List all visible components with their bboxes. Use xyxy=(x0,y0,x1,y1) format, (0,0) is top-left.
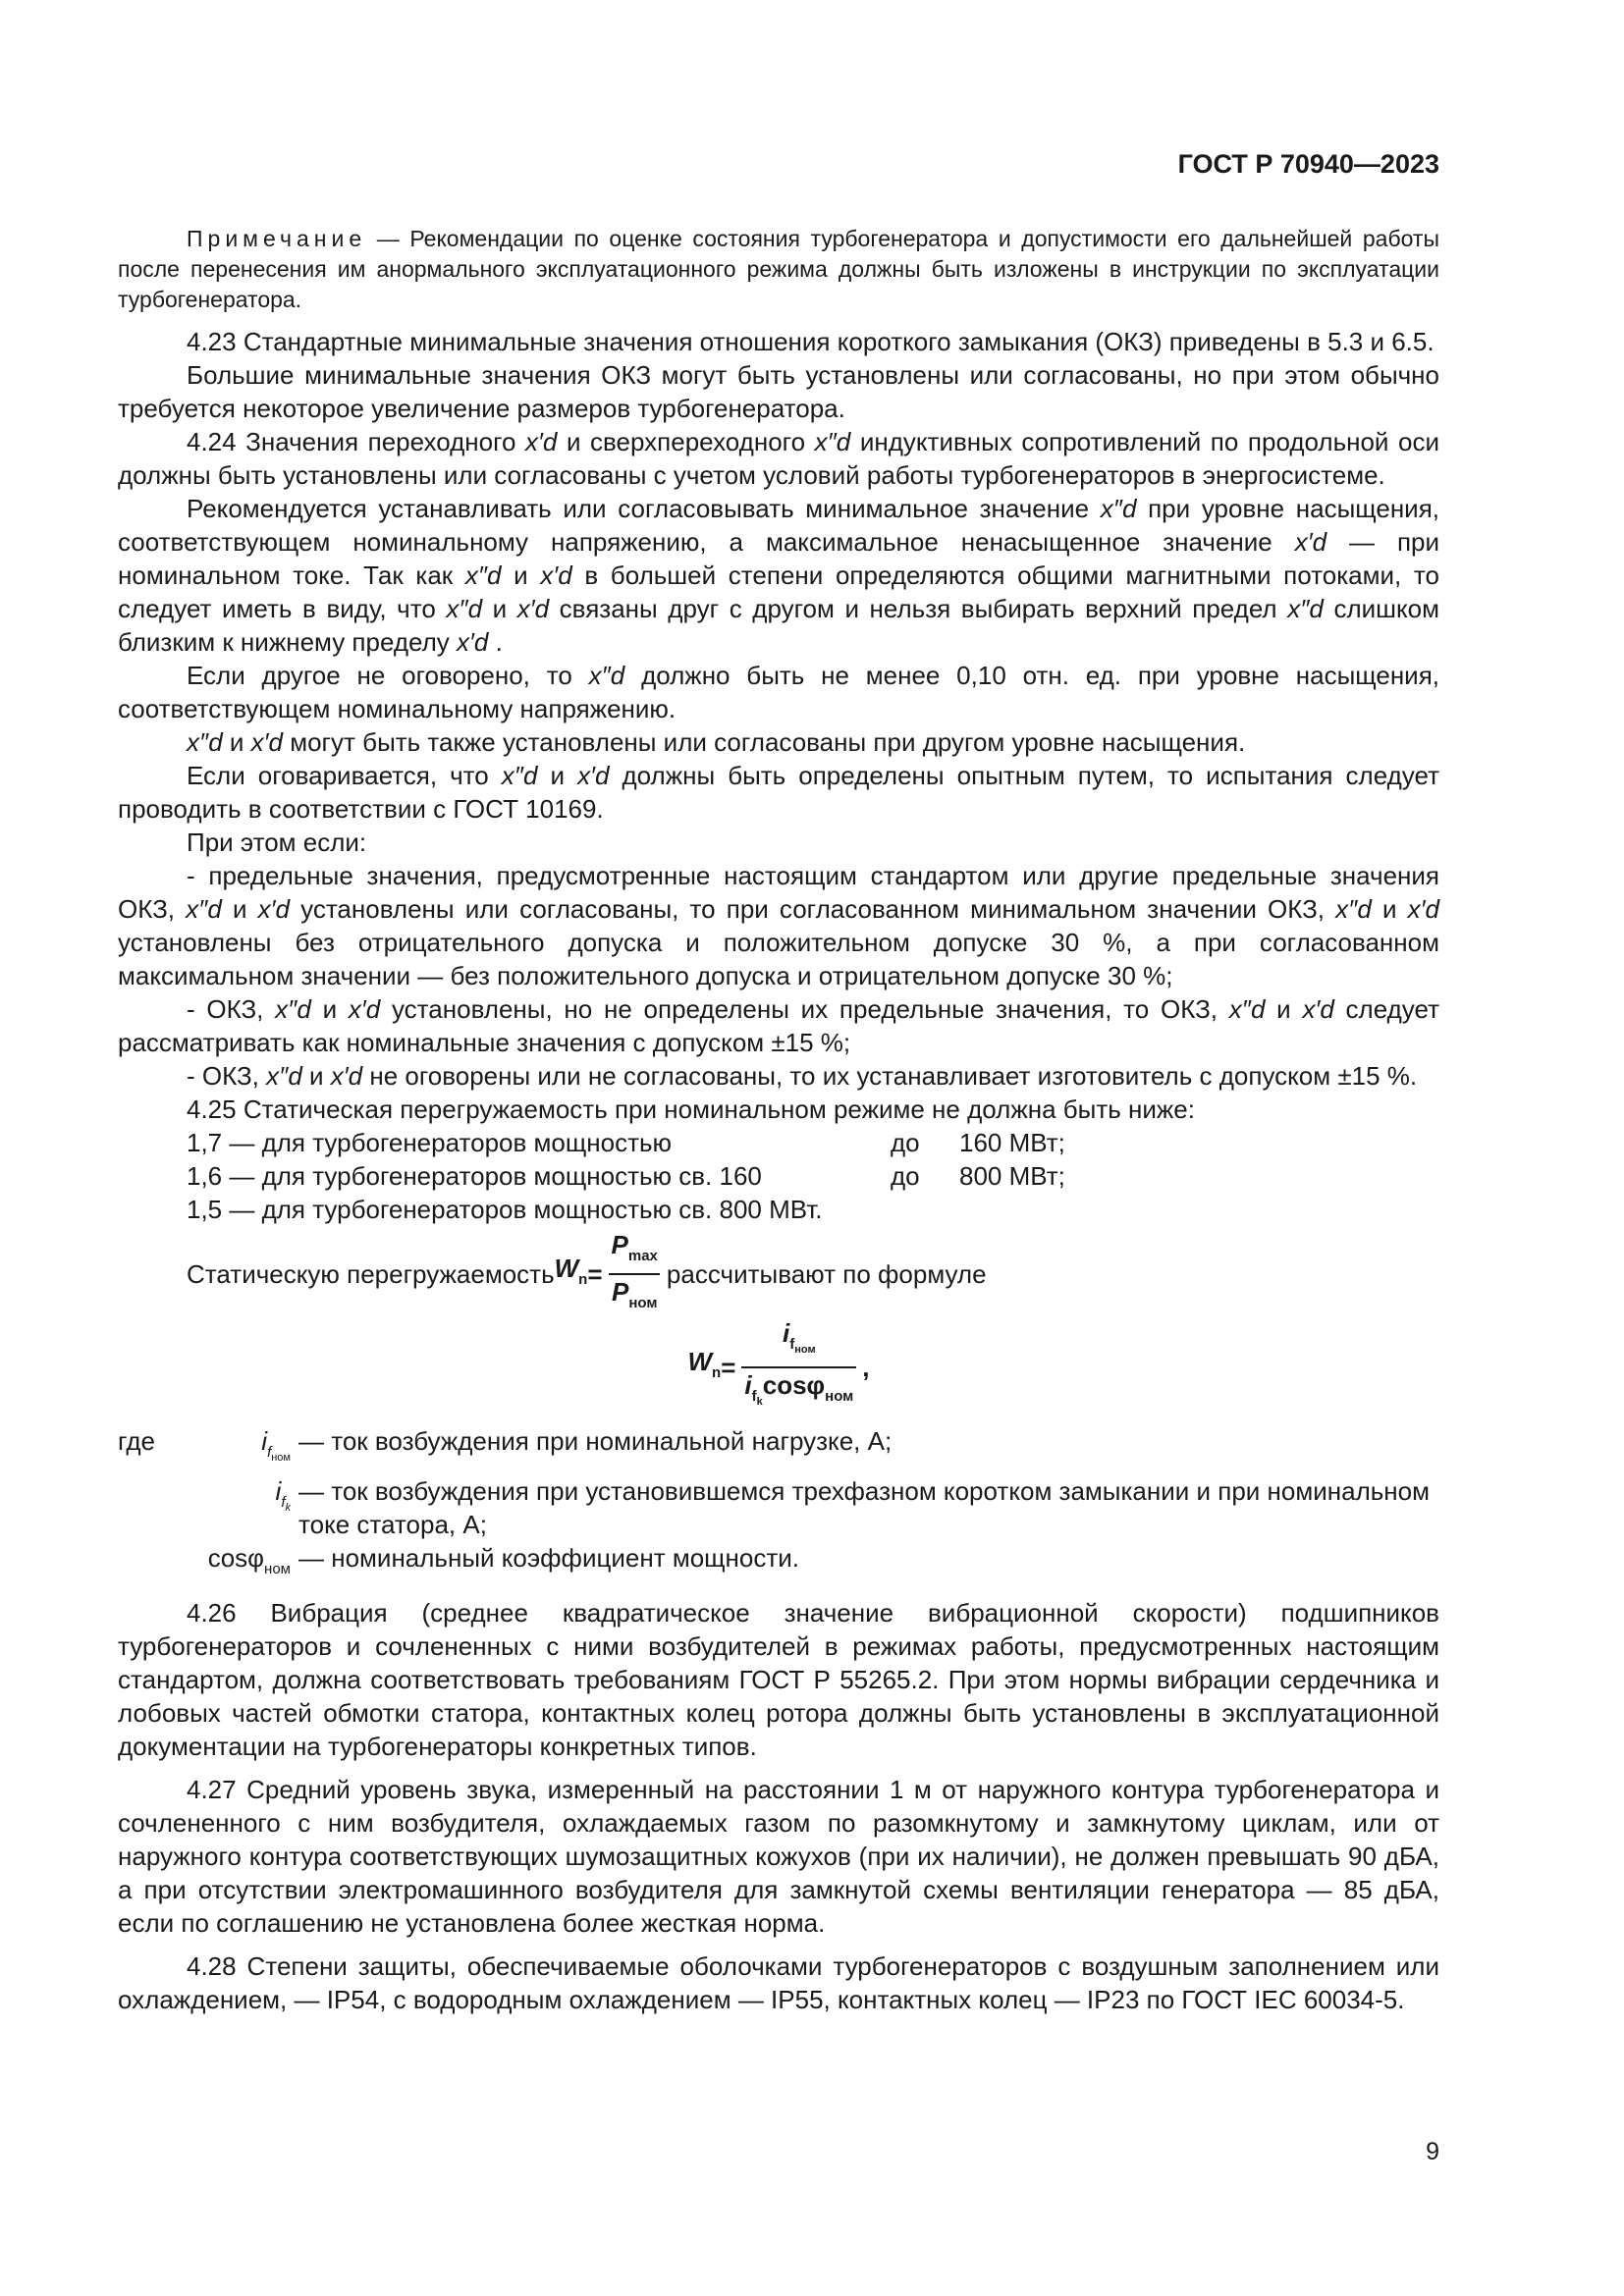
note-label: Примечание xyxy=(187,226,367,251)
legend-where: где xyxy=(118,1426,155,1456)
fraction xyxy=(609,1230,661,1318)
symbol-xd-subtransient: x″d xyxy=(266,1061,302,1091)
symbol-xd-subtransient: x″d xyxy=(1335,894,1372,924)
symbol-xd-transient: x′d xyxy=(540,561,572,590)
legend-row xyxy=(118,1424,1439,1474)
text-run: Если другое не оговорено, то xyxy=(187,661,589,690)
symbol-xd-transient: x′d xyxy=(577,761,610,790)
paragraph-4-27: 4.27 Средний уровень звука, измеренный на расстоянии 1 м от наружного контура турбогенератора и сочлененного с ним возбудителя, охлаждаемых газом по разомкнутому и замкнутому циклам, или от наружного контура соответствующих шумозащитных кожухов (при их наличии), не должен превышать 90 дБА, а при отсутствии электромашинного возбудителя для замкнутой схемы вентиляции генератора — 85 дБА, если по соглашению не установлена более жесткая норма. xyxy=(118,1775,1439,1938)
note-text: — Рекомендации по оценке состояния турбогенератора и допустимости его дальнейшей работы после перенесения им анормального эксплуатационного режима должны быть изложены в инструкции по эксплуатации турбогенератора. xyxy=(118,226,1439,312)
paragraph-4-24-e xyxy=(118,759,1439,826)
formula-overload-definition xyxy=(118,1230,1439,1314)
text-run: Если оговаривается, что xyxy=(187,761,502,790)
page-number: 9 xyxy=(1426,2138,1439,2165)
formula-legend xyxy=(118,1424,1439,1586)
symbol-xd-subtransient: x″d xyxy=(275,994,311,1024)
overload-row xyxy=(118,1126,1439,1159)
overload-desc: 1,7 — для турбогенераторов мощностью xyxy=(187,1128,673,1157)
paragraph-4-25: 4.25 Статическая перегружаемость при номинальном режиме не должна быть ниже: xyxy=(187,1095,1195,1124)
text-run: индуктивных сопротивлений по продольной оси должны быть установлены или согласованы с учетом условий работы турбогенераторов в энергосистеме. xyxy=(118,427,1439,490)
overload-desc: 1,5 — для турбогенераторов мощностью св. 800 МВт. xyxy=(187,1195,823,1224)
subscript-n: n xyxy=(578,1271,588,1288)
text-run: установлены или согласованы, то при согласованном минимальном значении ОКЗ, xyxy=(289,894,1336,924)
subscript-f: f xyxy=(267,1444,272,1461)
text-run: не оговорены или не согласованы, то их устанавливает изготовитель с допуском ±15 %. xyxy=(362,1061,1418,1091)
formula-intro-text: Статическую перегружаемость xyxy=(187,1259,555,1289)
paragraph-4-24-g xyxy=(118,859,1439,992)
fraction-denominator xyxy=(609,1273,660,1318)
subscript-nom: ном xyxy=(271,1452,291,1464)
subscript-f: f xyxy=(789,1336,795,1353)
overload-power: 160 МВт; xyxy=(959,1128,1065,1157)
paragraph-4-24-i xyxy=(118,1059,1439,1093)
subscript-group xyxy=(267,1444,291,1464)
overload-upto: до xyxy=(891,1161,920,1191)
subscript-f: f xyxy=(281,1494,286,1511)
symbol-xd-subtransient: x″d xyxy=(588,661,625,690)
symbol-w: W xyxy=(554,1254,579,1283)
legend-row xyxy=(118,1541,1439,1586)
standard-header: ГОСТ Р 70940—2023 xyxy=(1177,149,1439,179)
text-run: и xyxy=(482,594,517,623)
overload-upto: до xyxy=(891,1128,920,1157)
paragraph-4-23-b: Большие минимальные значения ОКЗ могут быть установлены или согласованы, но при этом обычно требуется некоторое увеличение размеров турбогенератора. xyxy=(118,360,1439,423)
paragraph-4-24-f: При этом если: xyxy=(187,828,367,857)
symbol-xd-transient: x′d xyxy=(1302,994,1334,1024)
symbol-xd-transient: x′d xyxy=(457,627,489,657)
symbol-w: W xyxy=(687,1347,713,1376)
text-run: могут быть также установлены или согласованы при другом уровне насыщения. xyxy=(283,727,1246,757)
symbol-xd-subtransient: x″d xyxy=(1100,494,1137,523)
text-run: и xyxy=(221,894,258,924)
overload-row xyxy=(118,1193,1439,1226)
symbol-xd-transient: x′d xyxy=(1407,894,1439,924)
legend-description: — номинальный коэффициент мощности. xyxy=(298,1543,800,1573)
text-run: и xyxy=(301,1061,331,1091)
symbol-xd-transient: x′d xyxy=(250,727,283,757)
subscript-nom: ном xyxy=(825,1388,854,1405)
equals-sign: = xyxy=(721,1353,736,1382)
text-run: связаны друг с другом и нельзя выбирать верхний предел xyxy=(549,594,1288,623)
subscript-group xyxy=(281,1494,291,1514)
subscript-nom: ном xyxy=(628,1295,658,1311)
paragraph-4-23: 4.23 Стандартные минимальные значения отношения короткого замыкания (ОКЗ) приведены в 5.3 и 6.5. xyxy=(187,327,1435,356)
text-run: в большей степени определяются общими магнитными потоками, то следует иметь в виду, что xyxy=(118,561,1439,623)
text-run: и xyxy=(537,761,578,790)
text-run: следует рассматривать как номинальные значения с допуском ±15 %; xyxy=(118,994,1440,1057)
text-run: - ОКЗ, xyxy=(187,1061,267,1091)
text-run: — при номинальном токе. Так как xyxy=(118,527,1440,590)
cos-phi: cosφ xyxy=(762,1370,826,1400)
paragraph-4-24-h xyxy=(118,992,1439,1059)
symbol-p: P xyxy=(611,1230,628,1259)
symbol-xd-subtransient: x″d xyxy=(501,761,538,790)
subscript-n: n xyxy=(712,1364,722,1381)
symbol-xd-transient: x′d xyxy=(348,994,381,1024)
symbol-xd-subtransient: x″d xyxy=(186,894,222,924)
fraction-numerator xyxy=(780,1318,819,1366)
text-run: должны быть определены опытным путем, то испытания следует проводить в соответствии с ГОСТ 10169. xyxy=(118,761,1439,824)
text-run: - предельные значения, предусмотренные настоящим стандартом или другие предельные значения ОКЗ, xyxy=(118,861,1439,924)
symbol-xd-transient: x′d xyxy=(525,427,558,456)
equals-sign: = xyxy=(587,1259,603,1289)
subscript-f: f xyxy=(751,1388,757,1405)
text-run: и xyxy=(1371,894,1408,924)
subscript-group xyxy=(789,1336,816,1356)
text-run: и xyxy=(501,561,541,590)
note-paragraph xyxy=(118,224,1439,315)
symbol-xd-transient: x′d xyxy=(257,894,290,924)
symbol-i: i xyxy=(783,1318,790,1348)
symbol-i: i xyxy=(275,1476,282,1506)
paragraph-4-24-d xyxy=(118,725,1439,759)
symbol-xd-subtransient: x″d xyxy=(446,594,483,623)
symbol-xd-subtransient: x″d xyxy=(464,561,502,590)
subscript-max: max xyxy=(627,1248,658,1264)
symbol-p: P xyxy=(611,1277,629,1307)
formula-lhs xyxy=(687,1345,721,1390)
text-run: слишком близким к нижнему пределу xyxy=(118,594,1439,657)
body-text xyxy=(118,224,1439,2016)
symbol-xd-subtransient: x″d xyxy=(1287,594,1324,623)
paragraph-4-24 xyxy=(118,425,1439,492)
text-run: Рекомендуется устанавливать или согласовывать минимальное значение xyxy=(187,494,1101,523)
text-run: - ОКЗ, xyxy=(187,994,276,1024)
subscript-group xyxy=(751,1388,763,1408)
legend-row xyxy=(118,1474,1439,1541)
overload-upto xyxy=(891,1193,959,1226)
formula-overload-calculation xyxy=(118,1318,1439,1413)
legend-description: — ток возбуждения при установившемся трехфазном коротком замыкании и при номинальном токе статора, А; xyxy=(298,1476,1430,1539)
legend-symbol xyxy=(118,1541,298,1586)
text-run: 4.24 Значения переходного xyxy=(187,427,526,456)
overload-power: 800 МВт; xyxy=(959,1161,1065,1191)
text-run: должно быть не менее 0,10 отн. ед. при уровне насыщения, соответствующем номинальному напряжению. xyxy=(118,661,1440,723)
text-run: . xyxy=(488,627,503,657)
symbol-xd-subtransient: x″d xyxy=(814,427,851,456)
subscript-nom: ном xyxy=(794,1344,816,1356)
symbol-xd-subtransient: x″d xyxy=(1228,994,1266,1024)
subscript-nom: ном xyxy=(264,1561,291,1577)
text-run: и xyxy=(222,727,251,757)
fraction-numerator xyxy=(609,1230,661,1273)
symbol-xd-transient: x′d xyxy=(516,594,550,623)
text-run: и xyxy=(1265,994,1303,1024)
paragraph-4-26: 4.26 Вибрация (среднее квадратическое значение вибрационной скорости) подшипников турбогенераторов и сочлененных с ними возбудителей в режимах работы, предусмотренных настоящим стандартом, должна соответствовать требованиям ГОСТ Р 55265.2. При этом нормы вибрации сердечника и лобовых частей обмотки статора, контактных колец ротора должны быть установлены в эксплуатационной документации на турбогенераторы конкретных типов. xyxy=(118,1598,1439,1761)
legend-description: — ток возбуждения при номинальной нагрузке, А; xyxy=(298,1426,893,1456)
fraction-denominator xyxy=(741,1366,856,1416)
overload-desc: 1,6 — для турбогенераторов мощностью св. 160 xyxy=(187,1161,762,1191)
text-run: и сверхпереходного xyxy=(557,427,815,456)
overload-row xyxy=(118,1159,1439,1193)
paragraph-4-24-b xyxy=(118,492,1439,659)
symbol-xd-transient: x′d xyxy=(1294,527,1327,557)
symbol-xd-transient: x′d xyxy=(330,1061,363,1091)
legend-symbol xyxy=(118,1474,298,1541)
paragraph-4-24-c xyxy=(118,659,1439,725)
formula-comma: , xyxy=(862,1353,870,1382)
symbol-xd-subtransient: x″d xyxy=(187,727,223,757)
formula-lhs xyxy=(555,1252,588,1297)
symbol-i: i xyxy=(261,1426,268,1456)
symbol-i: i xyxy=(744,1370,752,1400)
legend-symbol xyxy=(171,1424,298,1474)
subscript-k: k xyxy=(756,1396,763,1408)
text-run: и xyxy=(310,994,349,1024)
paragraph-4-28: 4.28 Степени защиты, обеспечиваемые оболочками турбогенераторов с воздушным заполнением или охлаждением, — IP54, с водородным охлаждением — IP55, контактных колец — IP23 по ГОСТ IEC 60034-5. xyxy=(118,1951,1439,2014)
cos-phi: cosφ xyxy=(207,1543,265,1573)
formula-after-text: рассчитывают по формуле xyxy=(666,1259,987,1289)
text-run: при уровне насыщения, соответствующем номинальному напряжению, а максимальное ненасыщенное значение xyxy=(118,494,1439,557)
subscript-k: k xyxy=(285,1502,291,1514)
text-run: установлены, но не определены их предельные значения, то ОКЗ, xyxy=(380,994,1229,1024)
text-run: установлены без отрицательного допуска и положительном допуске 30 %, а при согласованном максимальном значении — без положительного допуска и отрицательном допуске 30 %; xyxy=(118,928,1439,990)
fraction xyxy=(741,1318,856,1416)
